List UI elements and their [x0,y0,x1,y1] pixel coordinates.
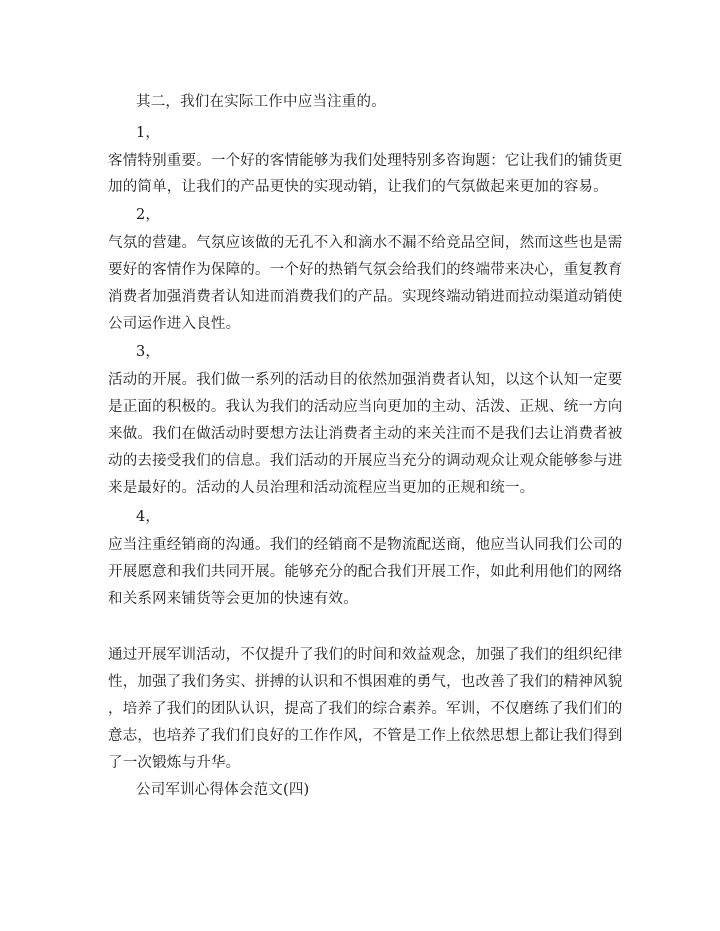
summary-line-1: 通过开展军训活动，不仅提升了我们的时间和效益观念，加强了我们的组织纪律 [108,647,623,663]
section-3-line-5: 来是最好的。活动的人员治理和活动流程应当更加的正规和统一。 [108,480,535,496]
section-3-line-3: 来做。我们在做活动时要想方法让消费者主动的来关注而不是我们去让消费者被 [108,426,623,442]
section-4-line-2: 开展愿意和我们共同开展。能够充分的配合我们开展工作，如此利用他们的网络 [108,564,623,580]
section-2-line-1: 气氛的营建。气氛应该做的无孔不入和滴水不漏不给竞品空间，然而这些也是需 [108,235,623,251]
section-2-line-2: 要好的客情作为保障的。一个好的热销气氛会给我们的终端带来决心，重复教育 [108,262,623,278]
summary-line-2: 性，加强了我们务实、拼搏的认识和不惧困难的勇气，也改善了我们的精神风貌 [108,674,623,690]
section-2-line-4: 公司运作进入良性。 [108,316,241,332]
summary-line-3: ，培养了我们的团队认识，提高了我们的综合素养。军训，不仅磨练了我们们的 [108,701,623,717]
section-4-line-3: 和关系网来铺货等会更加的快速有效。 [108,591,358,607]
section-1-number: 1， [136,125,161,141]
section-3-number: 3， [136,344,161,360]
section-4-number: 4， [136,509,161,525]
section-3-line-1: 活动的开展。我们做一系列的活动目的依然加强消费者认知，以这个认知一定要 [108,372,623,388]
section-1-line-2: 加的简单，让我们的产品更快的实现动销，让我们的气氛做起来更加的容易。 [108,179,608,195]
section-2-number: 2， [136,207,161,223]
section-heading: 其二，我们在实际工作中应当注重的。 [136,94,386,110]
summary-line-5: 了一次锻炼与升华。 [108,755,241,771]
summary-line-4: 意志，也培养了我们们良好的工作作风，不管是工作上依然思想上都让我们得到 [108,728,623,744]
section-2-line-3: 消费者加强消费者认知进而消费我们的产品。实现终端动销进而拉动渠道动销使 [108,289,623,305]
section-1-line-1: 客情特别重要。一个好的客情能够为我们处理特别多咨询题：它让我们的铺货更 [108,153,623,169]
section-3-line-4: 动的去接受我们的信息。我们活动的开展应当充分的调动观众让观众能够参与进 [108,453,623,469]
next-article-title: 公司军训心得体会范文(四) [136,782,310,798]
section-4-line-1: 应当注重经销商的沟通。我们的经销商不是物流配送商，他应当认同我们公司的 [108,537,623,553]
section-3-line-2: 是正面的积极的。我认为我们的活动应当向更加的主动、活泼、正规、统一方向 [108,399,623,415]
